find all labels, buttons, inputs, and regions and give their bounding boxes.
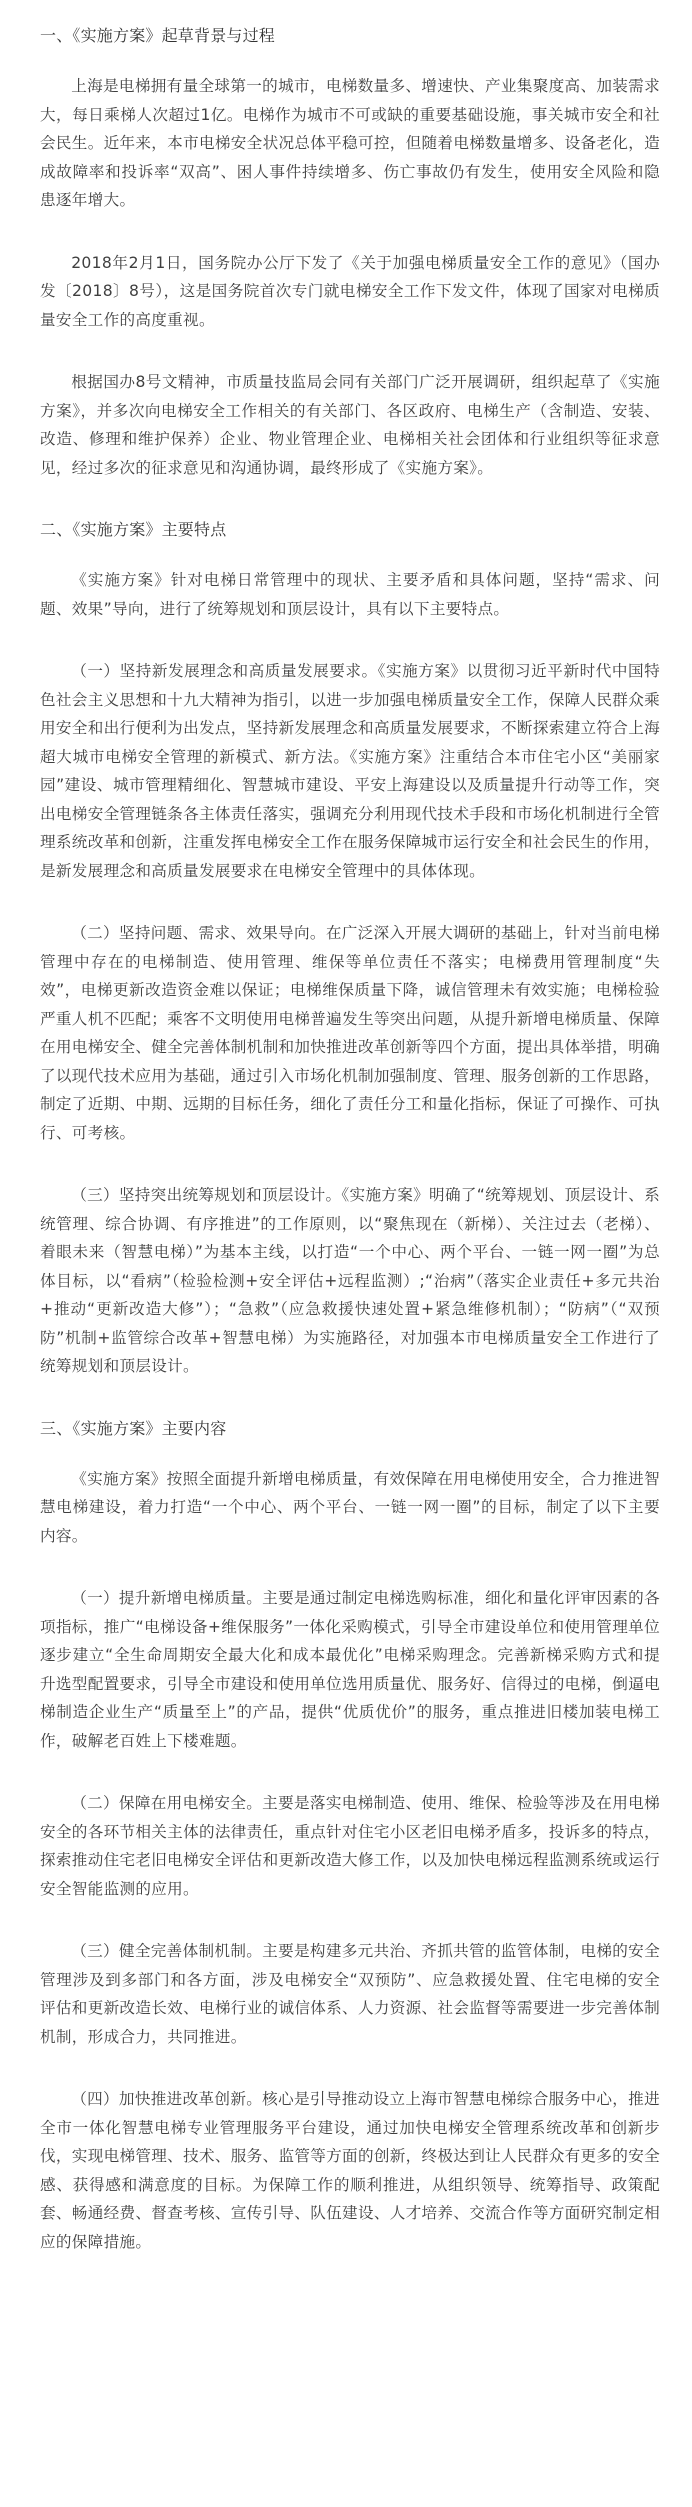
paragraph: 上海是电梯拥有量全球第一的城市，电梯数量多、增速快、产业集聚度高、加装需求大，每日乘梯人次超过1亿。电梯作为城市不可或缺的重要基础设施，事关城市安全和社会民生。近年来，本市电梯安全状况总体平稳可控，但随着电梯数量增多、设备老化，造成故障率和投诉率“双高”、困人事件持续增多、伤亡事故仍有发生，使用安全风险和隐患逐年增大。: [40, 77, 660, 209]
paragraph: 《实施方案》按照全面提升新增电梯质量，有效保障在用电梯使用安全，合力推进智慧电梯建设，着力打造“一个中心、两个平台、一链一网一圈”的目标，制定了以下主要内容。: [40, 1469, 660, 1545]
paragraph: （二）保障在用电梯安全。主要是落实电梯制造、使用、维保、检验等涉及在用电梯安全的各环节相关主体的法律责任，重点针对住宅小区老旧电梯矛盾多，投诉多的特点，探索推动住宅老旧电梯安全评估和更新改造大修工作，以及加快电梯远程监测系统或运行安全智能监测的应用。: [40, 1794, 660, 1898]
paragraph: （三）坚持突出统筹规划和顶层设计。《实施方案》明确了“统筹规划、顶层设计、系统管理、综合协调、有序推进”的工作原则，以“聚焦现在（新梯）、关注过去（老梯）、着眼未来（智慧电梯）”为基本主线，以打造“一个中心、两个平台、一链一网一圈”为总体目标，以“看病”（检验检测+安全评估+远程监测）;“治病”（落实企业责任+多元共治+推动“更新改造大修”）；“急救”（应急救援快速处置+紧急维修机制）；“防病”（“双预防”机制+监管综合改革+智慧电梯）为实施路径，对加强本市电梯质量安全工作进行了统筹规划和顶层设计。: [40, 1186, 660, 1375]
section-heading: 三、《实施方案》主要内容: [40, 1418, 227, 1438]
paragraph: （一）提升新增电梯质量。主要是通过制定电梯选购标准，细化和量化评审因素的各项指标，推广“电梯设备+维保服务”一体化采购模式，引导全市建设单位和使用管理单位逐步建立“全生命周期安全最大化和成本最优化”电梯采购理念。完善新梯采购方式和提升选型配置要求，引导全市建设和使用单位选用质量优、服务好、信得过的电梯，倒逼电梯制造企业生产“质量至上”的产品，提供“优质优价”的服务，重点推进旧楼加装电梯工作，破解老百姓上下楼难题。: [40, 1589, 660, 1750]
paragraph: 《实施方案》针对电梯日常管理中的现状、主要矛盾和具体问题，坚持“需求、问题、效果”导向，进行了统筹规划和顶层设计，具有以下主要特点。: [40, 571, 660, 618]
paragraph: （三）健全完善体制机制。主要是构建多元共治、齐抓共管的监管体制，电梯的安全管理涉及到多部门和各方面，涉及电梯安全“双预防”、应急救援处置、住宅电梯的安全评估和更新改造长效、电梯行业的诚信体系、人力资源、社会监督等需要进一步完善体制机制，形成合力，共同推进。: [40, 1942, 660, 2046]
section-heading: 二、《实施方案》主要特点: [40, 520, 227, 539]
section-background: [40, 22, 660, 482]
paragraph: （一）坚持新发展理念和高质量发展要求。《实施方案》以贯彻习近平新时代中国特色社会主义思想和十九大精神为指引，以进一步加强电梯质量安全工作，保障人民群众乘用安全和出行便利为出发点，坚持新发展理念和高质量发展要求，不断探索建立符合上海超大城市电梯安全管理的新模式、新方法。《实施方案》注重结合本市住宅小区“美丽家园”建设、城市管理精细化、智慧城市建设、平安上海建设以及质量提升行动等工作，突出电梯安全管理链条各主体责任落实，强调充分利用现代技术手段和市场化机制进行全管理系统改革和创新，注重发挥电梯安全工作在服务保障城市运行安全和社会民生的作用，是新发展理念和高质量发展要求在电梯安全管理中的具体体现。: [40, 662, 660, 880]
paragraph: 2018年2月1日，国务院办公厅下发了《关于加强电梯质量安全工作的意见》（国办发〔2018〕8号），这是国务院首次专门就电梯安全工作下发文件，体现了国家对电梯质量安全工作的高度重视。: [40, 253, 660, 329]
paragraph: （二）坚持问题、需求、效果导向。在广泛深入开展大调研的基础上，针对当前电梯管理中存在的电梯制造、使用管理、维保等单位责任不落实；电梯费用管理制度“失效”，电梯更新改造资金难以保证；电梯维保质量下降，诚信管理未有效实施；电梯检验严重人机不匹配；乘客不文明使用电梯普遍发生等突出问题，从提升新增电梯质量、保障在用电梯安全、健全完善体制机制和加快推进改革创新等四个方面，提出具体举措，明确了以现代技术应用为基础，通过引入市场化机制加强制度、管理、服务创新的工作思路，制定了近期、中期、远期的目标任务，细化了责任分工和量化指标，保证了可操作、可执行、可考核。: [40, 924, 660, 1142]
paragraph: 根据国办8号文精神，市质量技监局会同有关部门广泛开展调研，组织起草了《实施方案》，并多次向电梯安全工作相关的有关部门、各区政府、电梯生产（含制造、安装、改造、修理和维护保养）企业、物业管理企业、电梯相关社会团体和行业组织等征求意见，经过多次的征求意见和沟通协调，最终形成了《实施方案》。: [40, 373, 660, 477]
section-content: [40, 1415, 660, 2257]
section-heading: 一、《实施方案》起草背景与过程: [40, 26, 276, 45]
paragraph: （四）加快推进改革创新。核心是引导推动设立上海市智慧电梯综合服务中心，推进全市一体化智慧电梯专业管理服务平台建设，通过加快电梯安全管理系统改革和创新步伐，实现电梯管理、技术、服务、监管等方面的创新，终极达到让人民群众有更多的安全感、获得感和满意度的目标。为保障工作的顺利推进，从组织领导、统筹指导、政策配套、畅通经费、督查考核、宣传引导、队伍建设、人才培养、交流合作等方面研究制定相应的保障措施。: [40, 2090, 660, 2251]
section-features: [40, 516, 660, 1381]
